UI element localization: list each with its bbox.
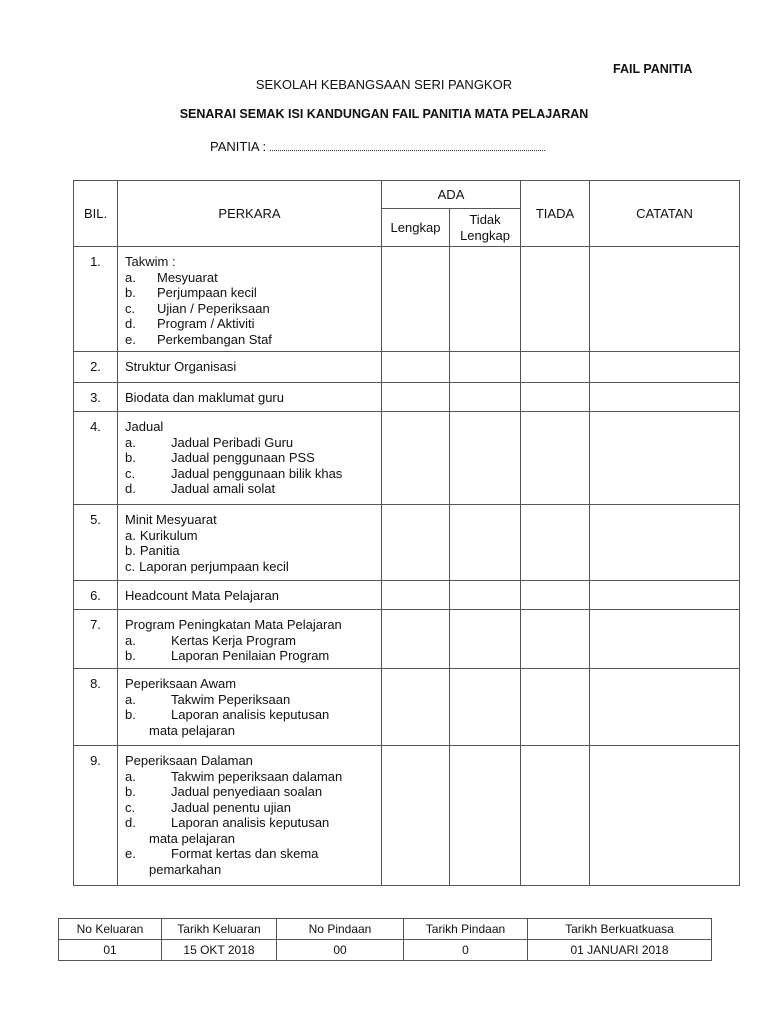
row-item <box>118 383 382 412</box>
lengkap-cell[interactable] <box>382 247 450 352</box>
catatan-cell[interactable] <box>590 505 740 581</box>
sub-item-text: Jadual penggunaan PSS <box>171 450 315 465</box>
sub-item-letter: b. <box>125 707 136 722</box>
sub-item-letter: c. <box>125 300 136 316</box>
header-tiada: TIADA <box>521 181 590 247</box>
tidak-lengkap-cell[interactable] <box>450 581 521 610</box>
header-perkara: PERKARA <box>118 181 382 247</box>
sub-item <box>125 707 381 723</box>
sub-item <box>125 769 381 785</box>
item-title: Jadual <box>125 419 164 434</box>
sub-item-continuation: mata pelajaran <box>149 722 235 738</box>
table-row <box>74 669 740 746</box>
sub-item-letter: c. <box>125 465 136 481</box>
lengkap-cell[interactable] <box>382 610 450 669</box>
row-number: 9. <box>74 746 118 886</box>
item-title: Minit Mesyuarat <box>125 512 217 527</box>
tidak-lengkap-cell[interactable] <box>450 383 521 412</box>
lengkap-cell[interactable] <box>382 581 450 610</box>
tidak-lengkap-cell[interactable] <box>450 746 521 886</box>
sub-item <box>125 815 381 831</box>
table-row <box>74 352 740 383</box>
sub-item-letter: d. <box>125 316 136 331</box>
header-lengkap: Lengkap <box>382 209 450 247</box>
file-label: FAIL PANITIA <box>613 62 693 76</box>
tiada-cell[interactable] <box>521 610 590 669</box>
sub-item <box>125 543 381 559</box>
sub-item-continuation: pemarkahan <box>149 861 222 877</box>
tiada-cell[interactable] <box>521 746 590 886</box>
checklist-table <box>73 180 740 886</box>
sub-item-text: Laporan analisis keputusan <box>171 707 330 722</box>
tiada-cell[interactable] <box>521 412 590 505</box>
school-name: SEKOLAH KEBANGSAAN SERI PANGKOR <box>255 77 513 92</box>
footer-header: No Pindaan <box>277 919 404 940</box>
sub-item <box>125 481 381 497</box>
row-item <box>118 746 382 886</box>
sub-item-letter: a. <box>125 269 136 285</box>
item-title: Biodata dan maklumat guru <box>125 390 284 405</box>
sub-item-text: Laporan analisis keputusan <box>171 815 330 830</box>
panitia-field <box>210 139 545 154</box>
header-ada: ADA <box>382 181 521 209</box>
tidak-lengkap-cell[interactable] <box>450 505 521 581</box>
sub-item-letter: b. <box>125 285 136 300</box>
footer-value: 00 <box>277 940 404 961</box>
panitia-blank-line <box>270 140 545 151</box>
row-number: 8. <box>74 669 118 746</box>
tiada-cell[interactable] <box>521 669 590 746</box>
tidak-lengkap-cell[interactable] <box>450 352 521 383</box>
sub-item <box>125 301 381 317</box>
table-row <box>74 746 740 886</box>
tiada-cell[interactable] <box>521 581 590 610</box>
item-title: Takwim : <box>125 254 176 269</box>
sub-item <box>125 648 381 664</box>
catatan-cell[interactable] <box>590 669 740 746</box>
row-number: 7. <box>74 610 118 669</box>
footer-value: 15 OKT 2018 <box>162 940 277 961</box>
catatan-cell[interactable] <box>590 247 740 352</box>
sub-item <box>125 559 381 575</box>
sub-item-text: Format kertas dan skema <box>171 846 319 861</box>
item-title: Peperiksaan Dalaman <box>125 753 253 768</box>
sub-item <box>125 450 381 466</box>
row-item <box>118 581 382 610</box>
row-number: 5. <box>74 505 118 581</box>
sub-item-text: Laporan perjumpaan kecil <box>139 558 289 574</box>
catatan-cell[interactable] <box>590 352 740 383</box>
row-number: 4. <box>74 412 118 505</box>
table-row <box>74 581 740 610</box>
row-item <box>118 352 382 383</box>
header-catatan: CATATAN <box>590 181 740 247</box>
row-number: 2. <box>74 352 118 383</box>
sub-item-letter: a. <box>125 691 136 707</box>
sub-item-text: Takwim Peperiksaan <box>171 691 291 707</box>
sub-item-text: Jadual penggunaan bilik khas <box>171 465 343 481</box>
sub-item-letter: a. <box>125 434 136 450</box>
sub-item-letter: d. <box>125 481 136 496</box>
sub-item-letter: c. <box>125 558 136 574</box>
item-title: Struktur Organisasi <box>125 359 237 374</box>
revision-table <box>58 918 712 961</box>
row-number: 6. <box>74 581 118 610</box>
sub-item-letter: a. <box>125 768 136 784</box>
catatan-cell[interactable] <box>590 383 740 412</box>
sub-item-continuation: mata pelajaran <box>149 830 235 846</box>
footer-value: 01 JANUARI 2018 <box>528 940 712 961</box>
sub-item <box>125 435 381 451</box>
sub-item <box>125 316 381 332</box>
tidak-lengkap-cell[interactable] <box>450 412 521 505</box>
sub-item <box>125 846 381 862</box>
row-item <box>118 412 382 505</box>
tidak-lengkap-cell[interactable] <box>450 247 521 352</box>
sub-item <box>125 692 381 708</box>
sub-item-text: Program / Aktiviti <box>157 316 255 331</box>
sub-item-letter: e. <box>125 331 136 347</box>
panitia-label: PANITIA : <box>210 139 267 154</box>
sub-item-text: Kertas Kerja Program <box>171 632 296 648</box>
lengkap-cell[interactable] <box>382 383 450 412</box>
table-row <box>74 505 740 581</box>
sub-item <box>125 800 381 816</box>
sub-item-letter: a. <box>125 527 136 543</box>
sub-item <box>125 633 381 649</box>
sub-item-text: Jadual Peribadi Guru <box>171 434 294 450</box>
row-item <box>118 505 382 581</box>
catatan-cell[interactable] <box>590 412 740 505</box>
tiada-cell[interactable] <box>521 505 590 581</box>
table-row <box>74 383 740 412</box>
sub-item-letter: b. <box>125 648 136 663</box>
catatan-cell[interactable] <box>590 746 740 886</box>
item-title: Peperiksaan Awam <box>125 676 237 691</box>
lengkap-cell[interactable] <box>382 352 450 383</box>
sub-item-letter: e. <box>125 846 136 861</box>
footer-value: 01 <box>59 940 162 961</box>
sub-item-text: Jadual penyediaan soalan <box>171 784 323 799</box>
sub-item <box>125 466 381 482</box>
sub-item-letter: c. <box>125 799 136 815</box>
sub-item-letter: a. <box>125 632 136 648</box>
tiada-cell[interactable] <box>521 352 590 383</box>
sub-item-letter: b. <box>125 450 136 465</box>
sub-item-text: Perjumpaan kecil <box>157 285 257 300</box>
lengkap-cell[interactable] <box>382 412 450 505</box>
sub-item <box>125 285 381 301</box>
tiada-cell[interactable] <box>521 383 590 412</box>
sub-item-letter: b. <box>125 543 136 558</box>
tidak-lengkap-cell[interactable] <box>450 610 521 669</box>
sub-item-text: Laporan Penilaian Program <box>171 648 330 663</box>
sub-item <box>125 528 381 544</box>
sub-item <box>125 332 381 348</box>
footer-header: Tarikh Keluaran <box>162 919 277 940</box>
row-number: 3. <box>74 383 118 412</box>
sub-item-text: Perkembangan Staf <box>157 331 272 347</box>
item-title: Program Peningkatan Mata Pelajaran <box>125 617 342 632</box>
header-bil: BIL. <box>74 181 118 247</box>
sub-item-letter: d. <box>125 815 136 830</box>
document-title: SENARAI SEMAK ISI KANDUNGAN FAIL PANITIA MATA PELAJARAN <box>179 107 589 121</box>
table-row <box>74 610 740 669</box>
row-item <box>118 610 382 669</box>
sub-item <box>125 270 381 286</box>
sub-item-text: Panitia <box>139 543 180 558</box>
catatan-cell[interactable] <box>590 610 740 669</box>
row-number: 1. <box>74 247 118 352</box>
lengkap-cell[interactable] <box>382 746 450 886</box>
catatan-cell[interactable] <box>590 581 740 610</box>
sub-item-text: Kurikulum <box>139 527 198 543</box>
header-tidak-lengkap: Tidak Lengkap <box>450 209 521 247</box>
lengkap-cell[interactable] <box>382 669 450 746</box>
row-item <box>118 669 382 746</box>
tiada-cell[interactable] <box>521 247 590 352</box>
sub-item-text: Ujian / Peperiksaan <box>157 300 270 316</box>
table-row <box>74 247 740 352</box>
sub-item-text: Takwim peperiksaan dalaman <box>171 768 343 784</box>
sub-item-letter: b. <box>125 784 136 799</box>
footer-header: Tarikh Berkuatkuasa <box>528 919 712 940</box>
sub-item-text: Jadual amali solat <box>171 481 276 496</box>
sub-item-text: Jadual penentu ujian <box>171 799 291 815</box>
table-row <box>74 412 740 505</box>
footer-header: No Keluaran <box>59 919 162 940</box>
tidak-lengkap-cell[interactable] <box>450 669 521 746</box>
lengkap-cell[interactable] <box>382 505 450 581</box>
footer-header: Tarikh Pindaan <box>404 919 528 940</box>
item-title: Headcount Mata Pelajaran <box>125 588 279 603</box>
row-item <box>118 247 382 352</box>
footer-value: 0 <box>404 940 528 961</box>
sub-item-text: Mesyuarat <box>157 269 218 285</box>
sub-item <box>125 784 381 800</box>
